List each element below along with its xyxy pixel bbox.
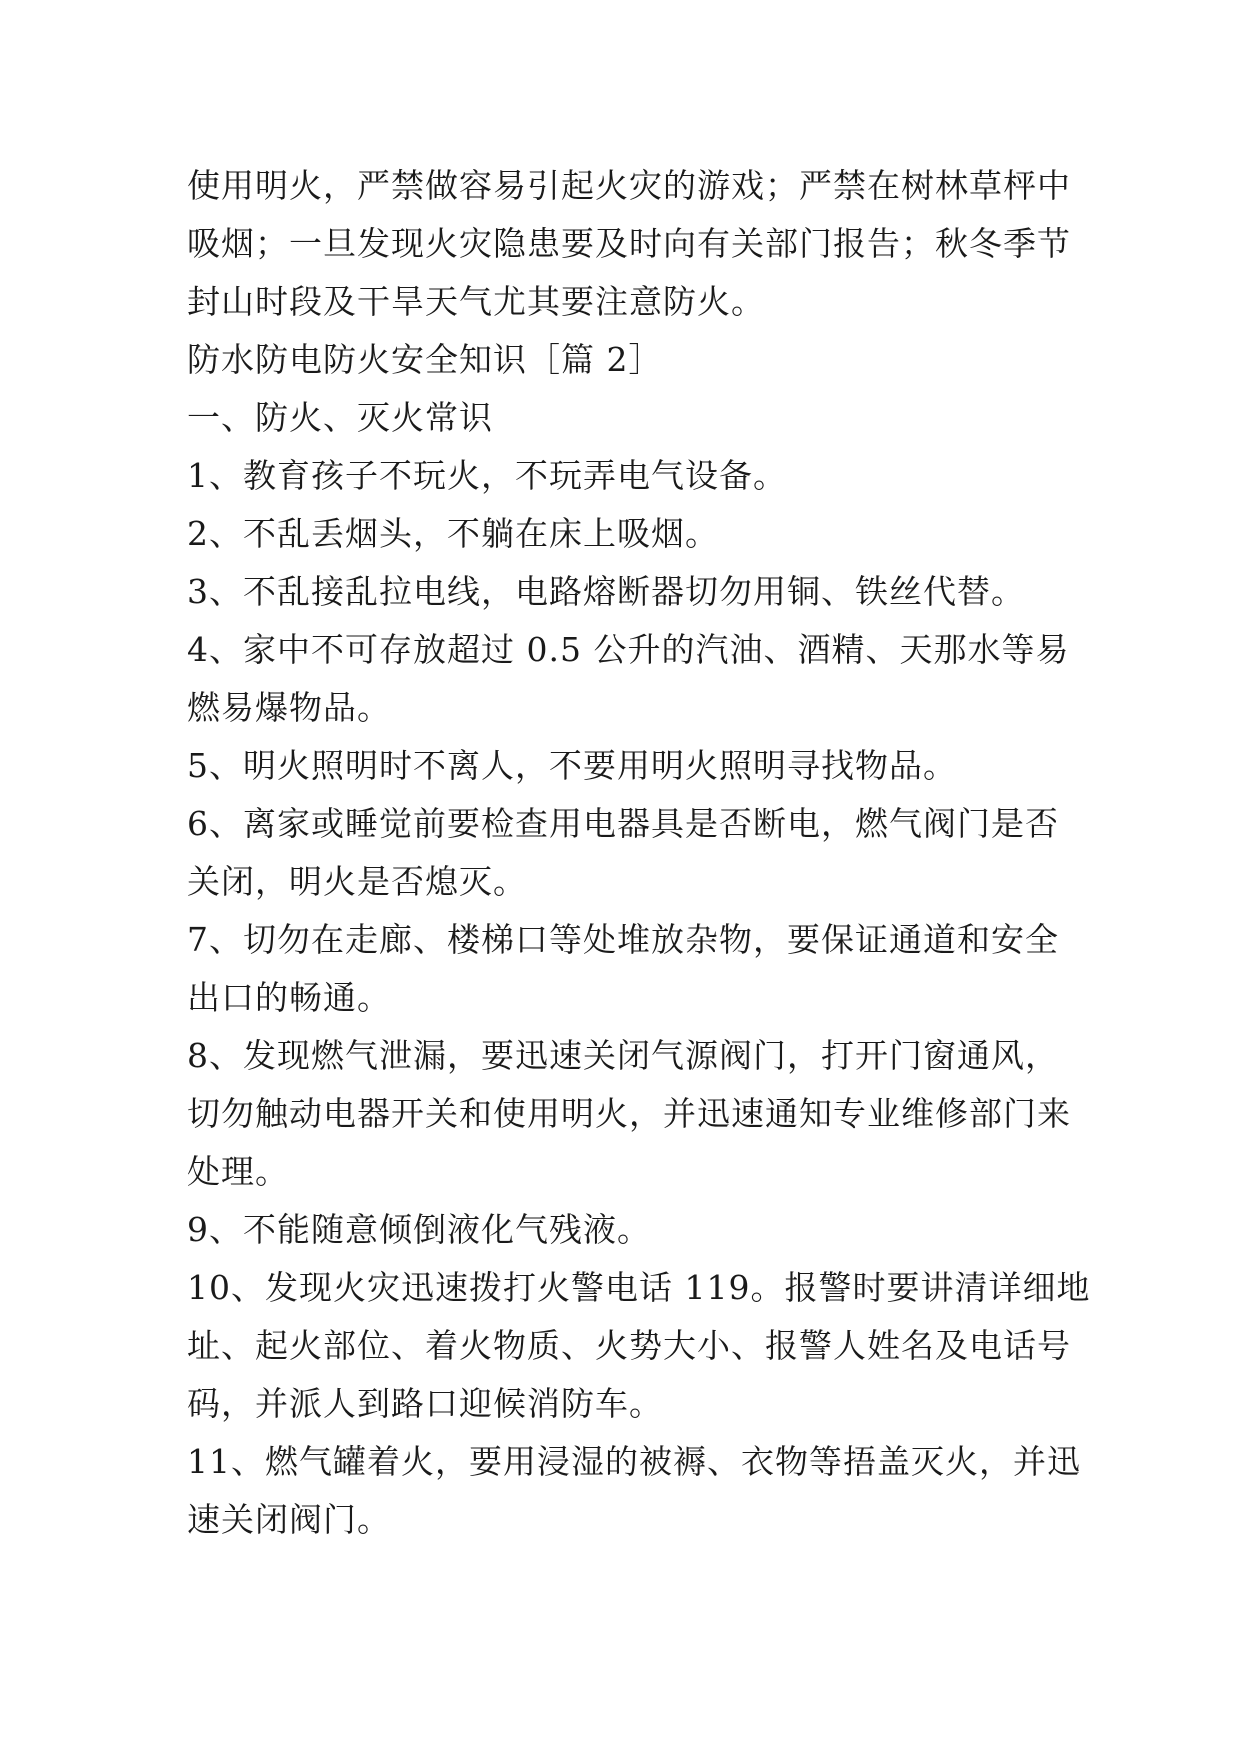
list-item: 2、不乱丢烟头，不躺在床上吸烟。 (187, 514, 719, 553)
document-body (187, 157, 1091, 1549)
list-item: 9、不能随意倾倒液化气残液。 (187, 1210, 651, 1249)
list-item-continuation: 关闭，明火是否熄灭。 (187, 862, 527, 901)
list-item: 7、切勿在走廊、楼梯口等处堆放杂物，要保证通道和安全 (187, 920, 1059, 959)
list-item-continuation: 切勿触动电器开关和使用明火，并迅速通知专业维修部门来 (187, 1094, 1071, 1133)
list-item-continuation: 址、起火部位、着火物质、火势大小、报警人姓名及电话号 (187, 1326, 1071, 1365)
text-line: 使用明火，严禁做容易引起火灾的游戏；严禁在树林草枰中 (187, 166, 1071, 205)
list-item: 6、离家或睡觉前要检查用电器具是否断电，燃气阀门是否 (187, 804, 1059, 843)
list-item: 4、家中不可存放超过 0.5 公升的汽油、酒精、天那水等易 (187, 630, 1070, 669)
list-item: 10、发现火灾迅速拨打火警电话 119。报警时要讲清详细地 (187, 1268, 1091, 1307)
list-item: 1、教育孩子不玩火，不玩弄电气设备。 (187, 456, 787, 495)
list-item: 5、明火照明时不离人，不要用明火照明寻找物品。 (187, 746, 957, 785)
subsection-heading: 一、防火、灭火常识 (187, 398, 493, 437)
list-item: 11、燃气罐着火，要用浸湿的被褥、衣物等捂盖灭火，并迅 (187, 1442, 1081, 1481)
list-item-continuation: 处理。 (187, 1152, 289, 1191)
text-line: 封山时段及干旱天气尤其要注意防火。 (187, 282, 765, 321)
list-item: 3、不乱接乱拉电线，电路熔断器切勿用铜、铁丝代替。 (187, 572, 1025, 611)
list-item: 8、发现燃气泄漏，要迅速关闭气源阀门，打开门窗通风， (187, 1036, 1059, 1075)
list-item-continuation: 码，并派人到路口迎候消防车。 (187, 1384, 663, 1423)
list-item-continuation: 速关闭阀门。 (187, 1500, 391, 1539)
section-heading: 防水防电防火安全知识［篇 2］ (187, 340, 663, 379)
text-line: 吸烟；一旦发现火灾隐患要及时向有关部门报告；秋冬季节 (187, 224, 1071, 263)
list-item-continuation: 燃易爆物品。 (187, 688, 391, 727)
list-item-continuation: 出口的畅通。 (187, 978, 391, 1017)
